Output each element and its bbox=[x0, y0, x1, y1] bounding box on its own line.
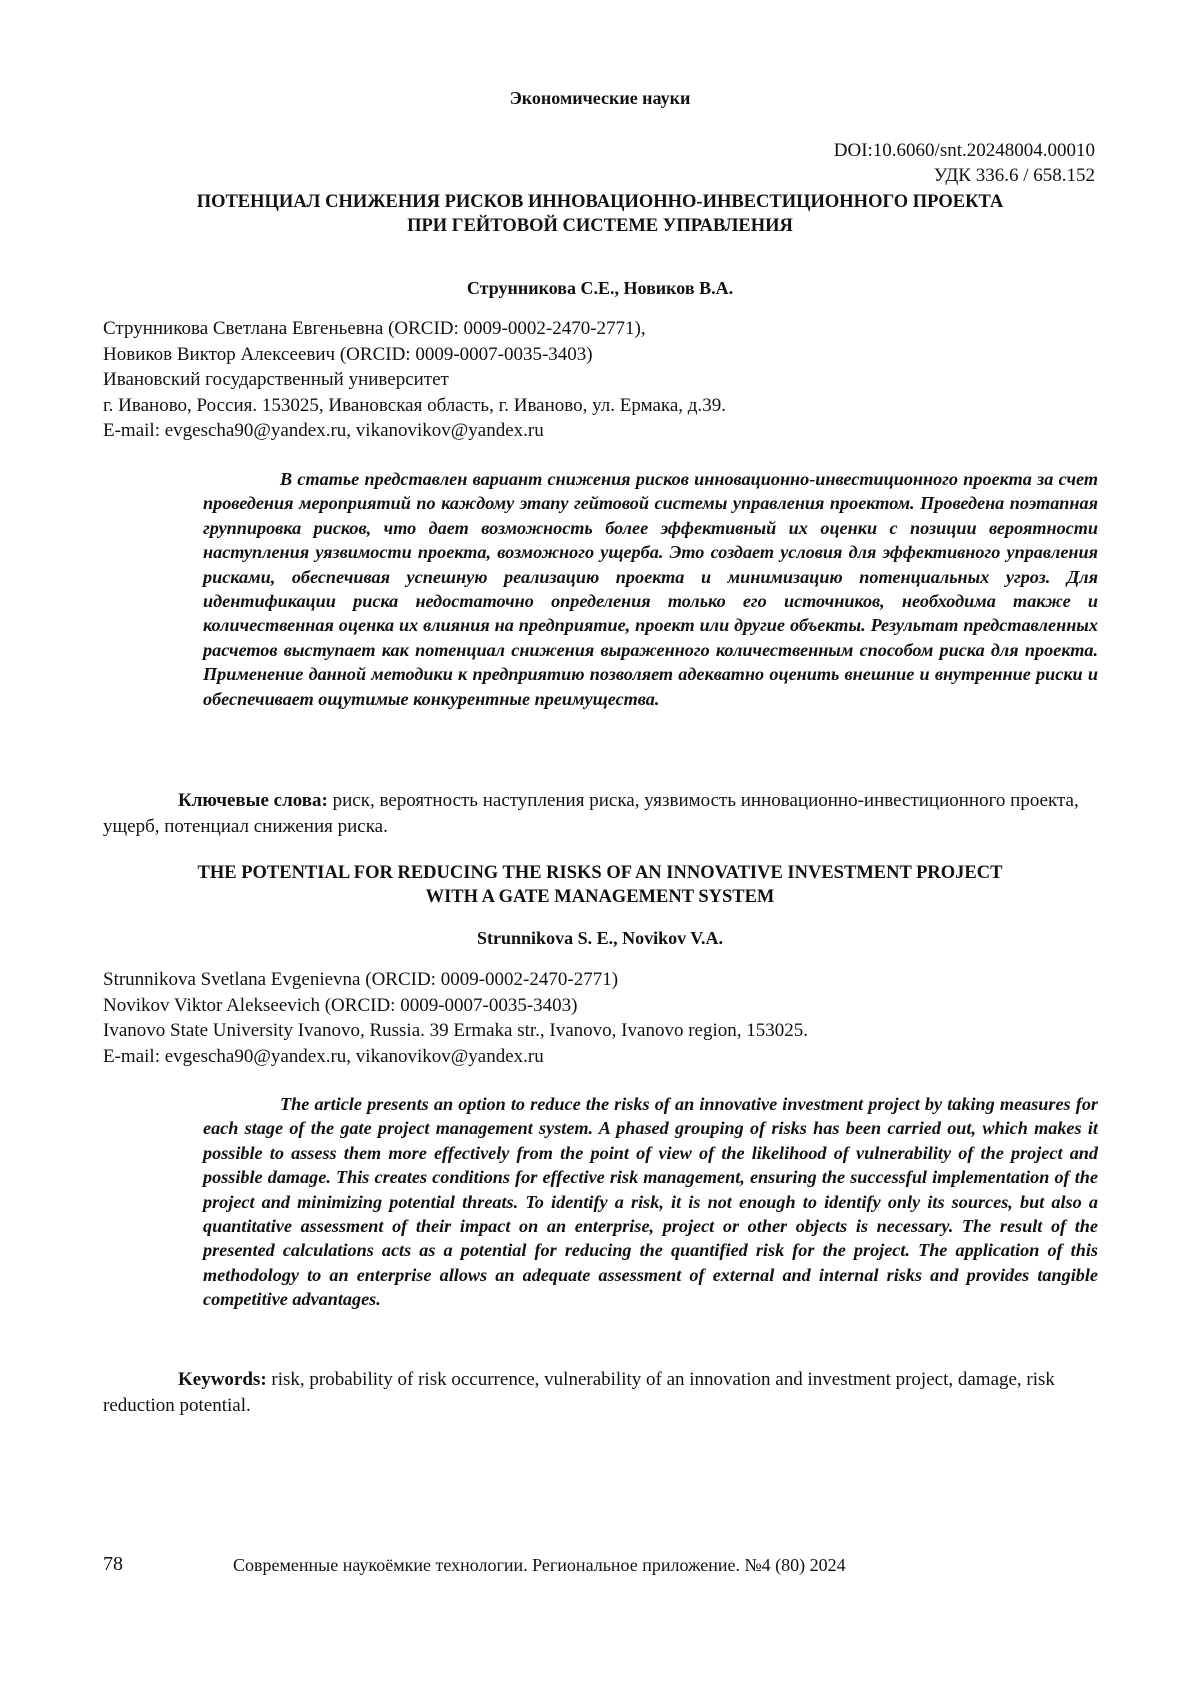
en-keywords bbox=[103, 1367, 1098, 1419]
en-abstract: The article presents an option to reduce the risks of an innovative investment project by taking measures for each stage of the gate project management system. A phased grouping of risks has been carried out, which makes it possible to assess them more effectively from the point of view of the likelihood of vulnerability of the project and possible damage. This creates conditions for effective risk management, ensuring the successful implementation of the project and minimizing potential threats. To identify a risk, it is not enough to identify only its sources, but also a quantitative assessment of their impact on an enterprise, project or other objects is necessary. The result of the presented calculations acts as a potential for reducing the quantified risk for the project. The application of this methodology to an enterprise allows an adequate assessment of external and internal risks and provides tangible competitive advantages. bbox=[203, 1094, 1098, 1310]
ru-keywords-label: Ключевые слова: bbox=[178, 790, 328, 811]
ru-affiliation-line: Новиков Виктор Алексеевич (ORCID: 0009-0007-0035-3403) bbox=[103, 343, 593, 365]
section-heading: Экономические науки bbox=[509, 88, 691, 108]
ru-title-line-2: ПРИ ГЕЙТОВОЙ СИСТЕМЕ УПРАВЛЕНИЯ bbox=[407, 216, 793, 236]
en-affiliation-line: Strunnikova Svetlana Evgenievna (ORCID: 0009-0002-2470-2771) bbox=[103, 969, 619, 990]
ru-affiliation-line: E-mail: evgescha90@yandex.ru, vikanovikov@yandex.ru bbox=[103, 420, 544, 441]
ru-keywords bbox=[103, 788, 1098, 840]
en-title-line-2: WITH A GATE MANAGEMENT SYSTEM bbox=[425, 887, 775, 907]
article-codes bbox=[834, 138, 1095, 188]
ru-title-line-1: ПОТЕНЦИАЛ СНИЖЕНИЯ РИСКОВ ИННОВАЦИОННО-ИНВЕСТИЦИОННОГО ПРОЕКТА bbox=[196, 192, 1004, 212]
en-keywords-text: risk, probability of risk occurrence, vulnerability of an innovation and investment project, damage, risk reduction potential. bbox=[103, 1369, 1055, 1416]
en-affiliation-line: Ivanovo State University Ivanovo, Russia. 39 Ermaka str., Ivanovo, Ivanovo region, 153025. bbox=[103, 1020, 808, 1041]
ru-title bbox=[100, 190, 1100, 238]
ru-affiliation-line: г. Иваново, Россия. 153025, Ивановская область, г. Иваново, ул. Ермака, д.39. bbox=[103, 394, 726, 416]
en-authors-short: Strunnikova S. E., Novikov V.A. bbox=[477, 928, 723, 948]
ru-affiliation-line: Струнникова Светлана Евгеньевна (ORCID: 0009-0002-2470-2771), bbox=[103, 318, 646, 339]
en-title bbox=[100, 861, 1100, 909]
journal-footer: Современные наукоёмкие технологии. Региональное приложение. №4 (80) 2024 bbox=[233, 1555, 846, 1575]
ru-abstract: В статье представлен вариант снижения рисков инновационно-инвестиционного проекта за счет проведения мероприятий по каждому этапу гейтовой системы управления проектом. Проведена поэтапная группировка рисков, что дает возможность более эффективный их оценки с позиции вероятности наступления уязвимости проекта, возможного ущерба. Это создает условия для эффективного управления рисками, обеспечивая успешную реализацию проекта и минимизацию потенциальных угроз. Для идентификации риска недостаточно определения только его источников, необходима также и количественная оценка их влияния на предприятие, проект или другие объекты. Результат представленных расчетов выступает как потенциал снижения выраженного количественным способом риска для проекта. Применение данной методики к предприятию позволяет адекватно оценить внешние и внутренние риски и обеспечивает ощутимые конкурентные преимущества. bbox=[203, 469, 1098, 709]
en-keywords-label: Keywords: bbox=[178, 1369, 267, 1390]
udk: УДК 336.6 / 658.152 bbox=[933, 165, 1095, 186]
en-title-line-1: THE POTENTIAL FOR REDUCING THE RISKS OF AN INNOVATIVE INVESTMENT PROJECT bbox=[197, 863, 1003, 883]
ru-affiliation bbox=[103, 316, 1103, 444]
ru-authors-short: Струнникова С.Е., Новиков В.А. bbox=[466, 278, 734, 298]
en-affiliation bbox=[103, 967, 1103, 1069]
en-affiliation-line: E-mail: evgescha90@yandex.ru, vikanovikov@yandex.ru bbox=[103, 1045, 544, 1067]
page-number: 78 bbox=[103, 1553, 123, 1575]
ru-affiliation-line: Ивановский государственный университет bbox=[103, 369, 449, 390]
en-affiliation-line: Novikov Viktor Alekseevich (ORCID: 0009-0007-0035-3403) bbox=[103, 994, 578, 1016]
doi: DOI:10.6060/snt.20248004.00010 bbox=[833, 140, 1095, 161]
ru-keywords-text: риск, вероятность наступления риска, уязвимость инновационно-инвестиционного проекта, ущерб, потенциал снижения риска. bbox=[103, 790, 1079, 837]
